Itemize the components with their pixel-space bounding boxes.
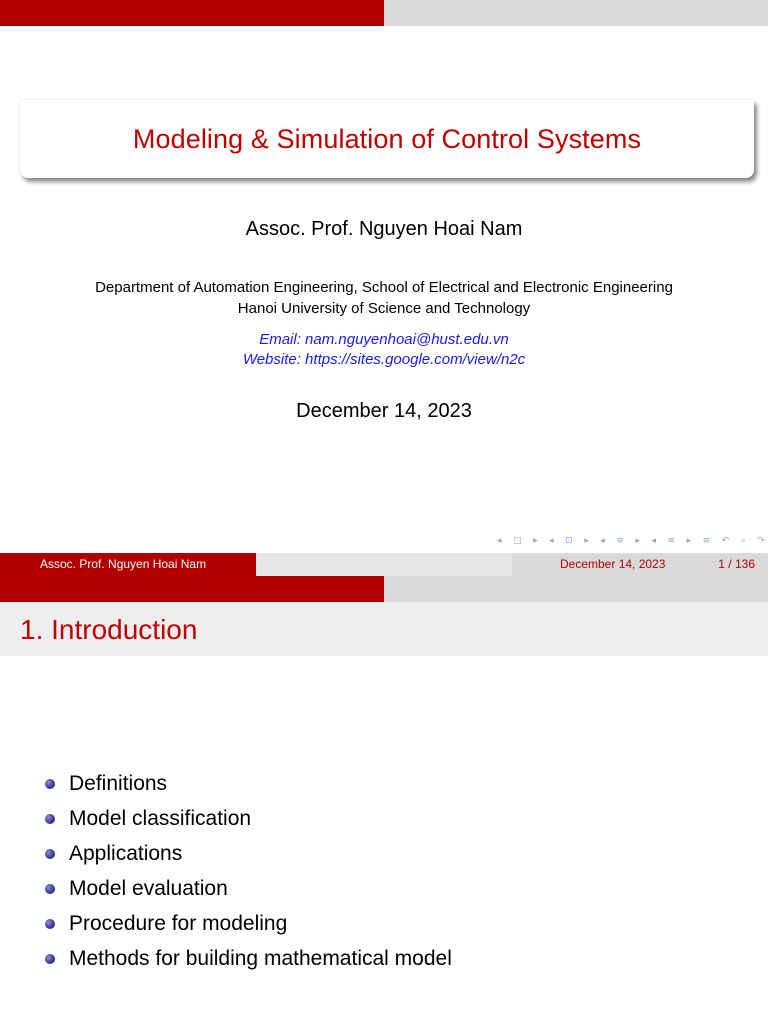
section-title-band (0, 602, 768, 656)
list-item (45, 839, 452, 874)
footer-author-box (0, 553, 256, 576)
list-item (45, 769, 452, 804)
footer-date-box (512, 553, 768, 576)
title-box (20, 100, 754, 178)
bullet-icon (45, 814, 55, 824)
bullet-icon (45, 954, 55, 964)
contact-links (0, 330, 768, 370)
bullet-icon (45, 849, 55, 859)
affiliation (0, 277, 768, 319)
nav-prev-section-icon[interactable]: ◂ (600, 536, 605, 546)
footer-page-number: 1 / 136 (718, 557, 755, 571)
list-item (45, 944, 452, 979)
footer-author: Assoc. Prof. Nguyen Hoai Nam (40, 557, 207, 571)
bullet-icon (45, 919, 55, 929)
section-slide (0, 576, 768, 1024)
nav-back-icon[interactable]: ↶ (721, 536, 730, 546)
list-item-text: Procedure for modeling (69, 912, 288, 935)
nav-prev-frame-icon[interactable]: ◂ (497, 536, 502, 546)
nav-search-icon[interactable]: ⌕ (740, 536, 746, 546)
bullet-list (45, 769, 452, 979)
header-bar-red (0, 576, 384, 602)
footer-bar (0, 553, 768, 576)
list-item-text: Model evaluation (69, 877, 228, 900)
list-item-text: Methods for building mathematical model (69, 947, 452, 970)
beamer-navigation-symbols (497, 533, 765, 549)
section-title: 1. Introduction (20, 614, 198, 645)
list-item-text: Model classification (69, 807, 252, 830)
university-line: Hanoi University of Science and Technology (237, 300, 531, 317)
nav-prev-subsection-icon[interactable]: ◂ (549, 536, 554, 546)
nav-forward-icon[interactable]: ↷ (757, 536, 765, 546)
list-item (45, 909, 452, 944)
footer-title-box (256, 553, 512, 576)
header-bar (0, 0, 768, 26)
header-bar (0, 576, 768, 602)
list-item-text: Definitions (69, 772, 168, 795)
bullet-icon (45, 884, 55, 894)
list-item (45, 874, 452, 909)
header-bar-grey (384, 0, 768, 26)
nav-next-frame-icon[interactable]: ▸ (533, 536, 538, 546)
bullet-icon (45, 779, 55, 789)
presentation-title: Modeling & Simulation of Control Systems (132, 123, 642, 154)
nav-next-section-icon[interactable]: ▸ (635, 536, 640, 546)
nav-prev-part-icon[interactable]: ◂ (651, 536, 656, 546)
list-item (45, 804, 452, 839)
nav-toc-icon[interactable]: ≡ (702, 536, 711, 546)
footer-date: December 14, 2023 (560, 557, 666, 571)
header-bar-red (0, 0, 384, 26)
email-link[interactable]: Email: nam.nguyenhoai@hust.edu.vn (259, 331, 509, 348)
website-link[interactable]: Website: https://sites.google.com/view/n2c (242, 351, 526, 368)
header-bar-grey (384, 576, 768, 602)
department-line: Department of Automation Engineering, School of Electrical and Electronic Engineering (95, 279, 673, 296)
nav-part-icon[interactable]: ≡ (667, 536, 676, 546)
nav-next-part-icon[interactable]: ▸ (686, 536, 692, 546)
presentation-date: December 14, 2023 (296, 400, 472, 422)
author-name: Assoc. Prof. Nguyen Hoai Nam (245, 218, 523, 240)
nav-section-icon[interactable]: ≡ (616, 536, 624, 546)
list-item-text: Applications (69, 842, 183, 865)
nav-next-subsection-icon[interactable]: ▸ (584, 536, 589, 546)
nav-frame-icon[interactable]: □ (513, 536, 522, 546)
nav-subsection-icon[interactable]: ⊡ (565, 536, 573, 546)
